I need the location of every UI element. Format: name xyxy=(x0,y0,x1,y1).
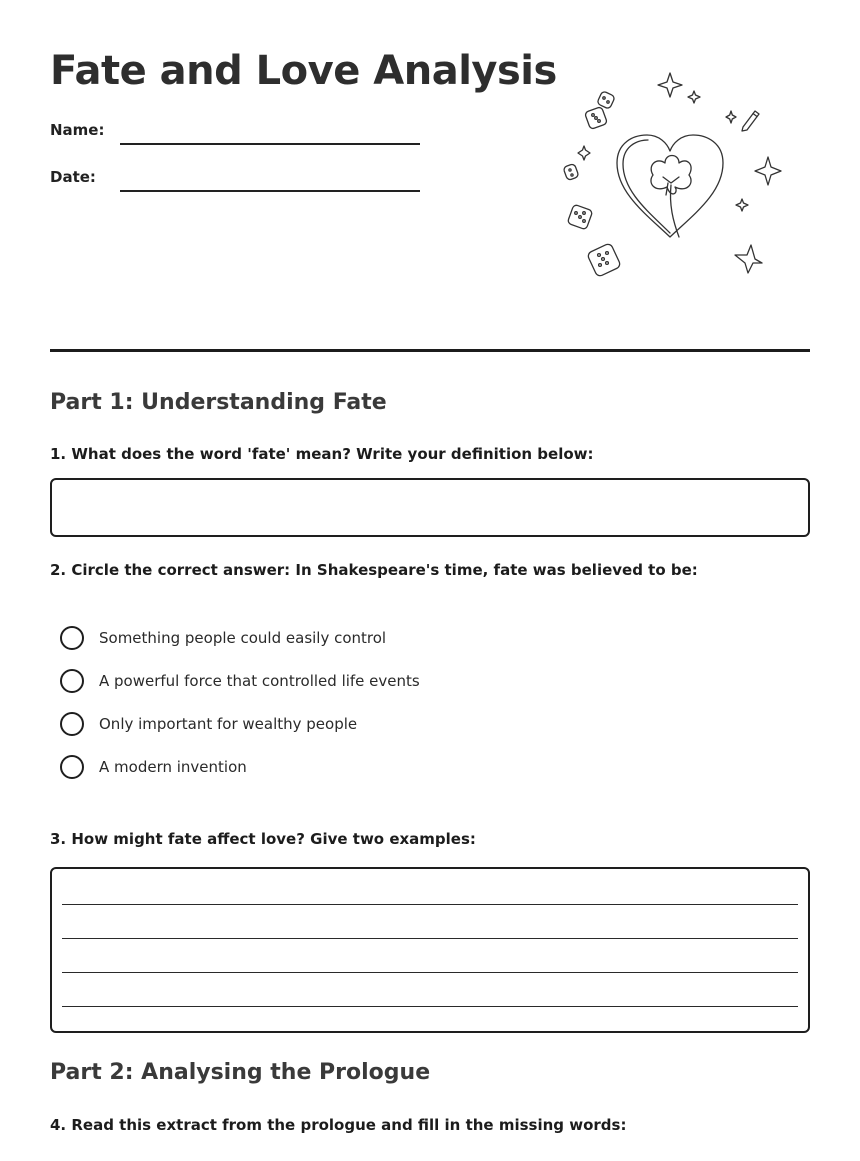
date-label: Date: xyxy=(50,168,96,186)
radio-circle-icon[interactable] xyxy=(60,755,84,779)
question-3: 3. How might fate affect love? Give two examples: xyxy=(50,830,476,848)
writing-line xyxy=(62,972,798,973)
question-2: 2. Circle the correct answer: In Shakespeare's time, fate was believed to be: xyxy=(50,561,698,579)
q1-answer-box[interactable] xyxy=(50,478,810,537)
radio-circle-icon[interactable] xyxy=(60,712,84,736)
writing-line xyxy=(62,904,798,905)
section-divider xyxy=(50,349,810,352)
name-field[interactable] xyxy=(120,143,420,145)
writing-line xyxy=(62,938,798,939)
heart-icon xyxy=(617,135,723,237)
q2-option-2[interactable] xyxy=(60,668,420,694)
heart-clover-dice-illustration xyxy=(555,65,795,285)
option-label: Something people could easily control xyxy=(99,629,387,647)
option-label: A modern invention xyxy=(99,758,247,776)
date-field[interactable] xyxy=(120,190,420,192)
q2-option-1[interactable] xyxy=(60,625,386,651)
option-label: A powerful force that controlled life events xyxy=(99,672,420,690)
question-1: 1. What does the word 'fate' mean? Write your definition below: xyxy=(50,445,594,463)
dice-icon xyxy=(563,91,621,278)
part1-heading: Part 1: Understanding Fate xyxy=(50,390,387,415)
writing-line xyxy=(62,1006,798,1007)
name-label: Name: xyxy=(50,121,105,139)
q2-option-4[interactable] xyxy=(60,754,247,780)
option-label: Only important for wealthy people xyxy=(99,715,358,733)
radio-circle-icon[interactable] xyxy=(60,626,84,650)
question-4: 4. Read this extract from the prologue and fill in the missing words: xyxy=(50,1116,627,1134)
part2-heading: Part 2: Analysing the Prologue xyxy=(50,1060,431,1085)
radio-circle-icon[interactable] xyxy=(60,669,84,693)
q2-option-3[interactable] xyxy=(60,711,357,737)
worksheet-title: Fate and Love Analysis xyxy=(50,48,557,94)
q3-answer-box[interactable] xyxy=(50,867,810,1033)
pencil-icon xyxy=(742,111,759,131)
